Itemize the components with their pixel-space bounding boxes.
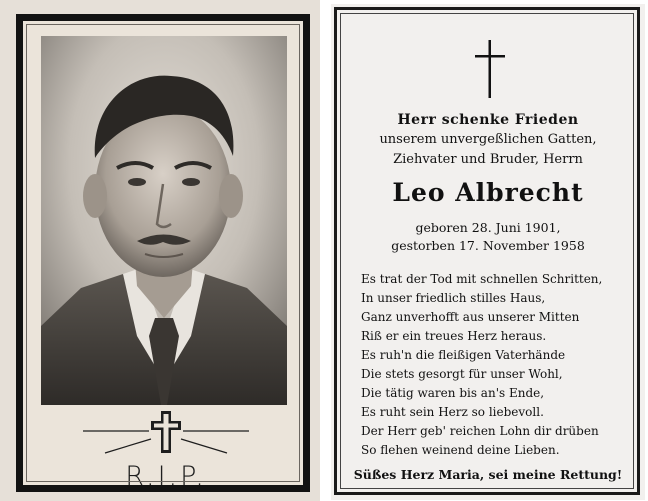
portrait-photo: [41, 36, 287, 405]
memorial-poem: [361, 270, 631, 460]
portrait-card-frame: [16, 14, 310, 492]
poem-line: So flehen weinend deine Lieben.: [361, 443, 560, 457]
poem-line: Die stets gesorgt für unser Wohl,: [361, 367, 563, 381]
deceased-name: Leo Albrecht: [392, 178, 584, 207]
poem-line: Der Herr geb' reichen Lohn dir drüben: [361, 424, 599, 438]
poem-line: Es ruh'n die fleißigen Vaterhände: [361, 348, 566, 362]
cross-icon: [83, 409, 249, 459]
dedication-line: Herr schenke Frieden: [397, 112, 579, 128]
portrait-drawing: [41, 36, 287, 405]
life-dates: [345, 219, 631, 255]
poem-line: Die tätig waren bis an's Ende,: [361, 386, 545, 400]
birth-date: geboren 28. Juni 1901,: [415, 220, 561, 235]
dedication-line: unserem unvergeßlichen Gatten,: [379, 132, 597, 147]
closing-prayer: Süßes Herz Maria, sei meine Rettung!: [353, 467, 623, 482]
poem-line: In unser friedlich stilles Haus,: [361, 291, 546, 305]
dedication-header: [345, 110, 631, 170]
poem-line: Riß er ein treues Herz heraus.: [361, 329, 547, 343]
poem-line: Es ruht sein Herz so liebevoll.: [361, 405, 544, 419]
portrait-card: [0, 0, 320, 501]
death-date: gestorben 17. November 1958: [391, 238, 585, 253]
rip-label: R.I.P.: [125, 461, 207, 492]
poem-line: Es trat der Tod mit schnellen Schritten,: [361, 272, 603, 286]
dedication-line: Ziehvater und Bruder, Herrn: [393, 152, 583, 167]
poem-line: Ganz unverhofft aus unserer Mitten: [361, 310, 580, 324]
cross-icon: [475, 40, 505, 98]
obituary-card: [331, 4, 645, 500]
